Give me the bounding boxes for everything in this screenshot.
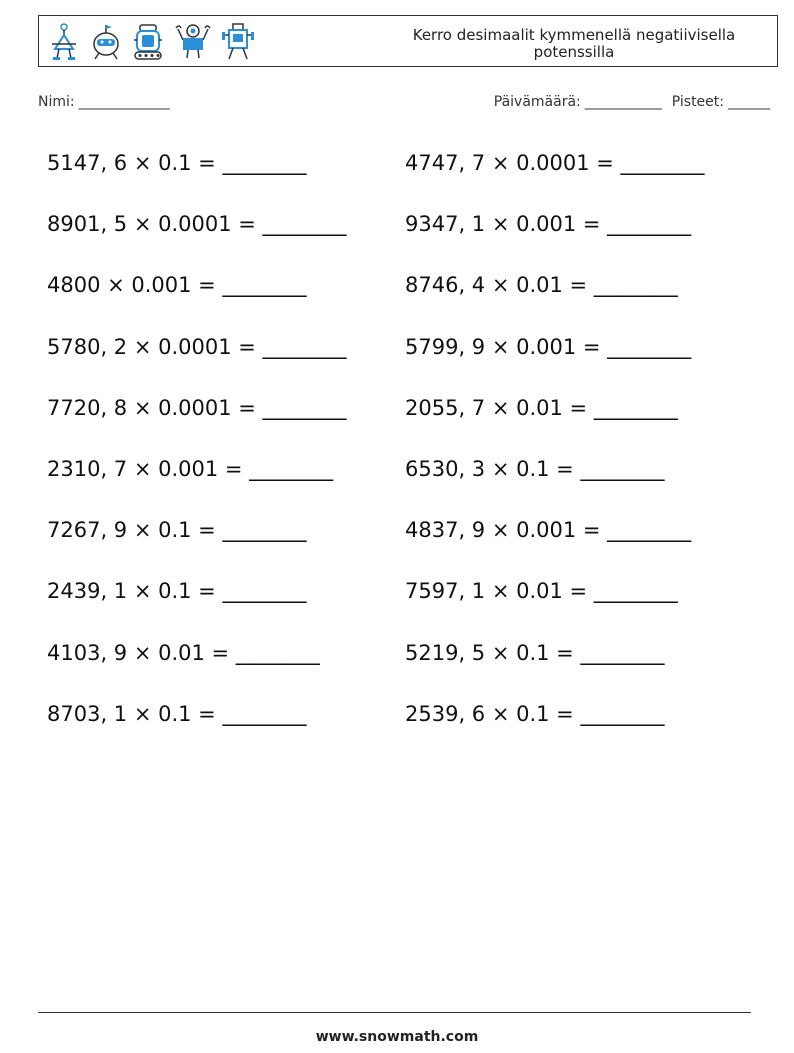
problem-item: 8746, 4 × 0.01 = ________	[405, 273, 678, 298]
problem-item: 2310, 7 × 0.001 = ________	[47, 456, 334, 481]
name-label: Nimi:	[38, 94, 75, 110]
problem-item: 5799, 9 × 0.001 = ________	[405, 334, 692, 359]
name-blank[interactable]: _____________	[78, 94, 170, 110]
problem-item: 4747, 7 × 0.0001 = ________	[405, 151, 705, 175]
problem-item: 4103, 9 × 0.01 = ________	[47, 640, 320, 665]
footer-divider	[38, 1012, 751, 1013]
problem-item: 9347, 1 × 0.001 = ________	[405, 212, 692, 237]
problem-item: 2439, 1 × 0.1 = ________	[47, 579, 307, 604]
robot-dome-icon	[89, 22, 123, 62]
problem-item: 5780, 2 × 0.0001 = ________	[47, 334, 347, 359]
robot-icons	[47, 22, 255, 62]
date-blank[interactable]: ___________	[584, 94, 662, 110]
problem-item: 2539, 6 × 0.1 = ________	[405, 701, 665, 726]
robot-box-icon	[221, 22, 255, 62]
problem-item: 8901, 5 × 0.0001 = ________	[47, 212, 347, 237]
score-label: Pisteet:	[671, 94, 724, 110]
problem-item: 7267, 9 × 0.1 = ________	[47, 518, 307, 543]
footer-url[interactable]: www.snowmath.com	[315, 1029, 479, 1045]
problem-item: 7597, 1 × 0.01 = ________	[405, 579, 678, 604]
header-box	[38, 15, 778, 67]
name-field	[38, 94, 170, 110]
worksheet-title: Kerro desimaalit kymmenellä negatiivisella potenssilla	[412, 26, 736, 61]
problem-item: 2055, 7 × 0.01 = ________	[405, 395, 678, 420]
problem-item: 7720, 8 × 0.0001 = ________	[47, 395, 347, 420]
problem-item: 4837, 9 × 0.001 = ________	[405, 518, 692, 543]
problem-item: 5219, 5 × 0.1 = ________	[405, 640, 665, 665]
robot-tank-icon	[131, 22, 165, 62]
robot-antenna-icon	[47, 22, 81, 62]
score-blank[interactable]: ______	[728, 94, 770, 110]
date-score-fields	[494, 94, 770, 110]
problem-item: 8703, 1 × 0.1 = ________	[47, 701, 307, 726]
problem-item: 6530, 3 × 0.1 = ________	[405, 456, 665, 481]
problem-item: 4800 × 0.001 = ________	[47, 273, 307, 298]
robot-arms-icon	[173, 22, 213, 62]
problem-grid	[47, 148, 767, 760]
date-label: Päivämäärä:	[493, 94, 581, 110]
problem-item: 5147, 6 × 0.1 = ________	[47, 151, 307, 175]
